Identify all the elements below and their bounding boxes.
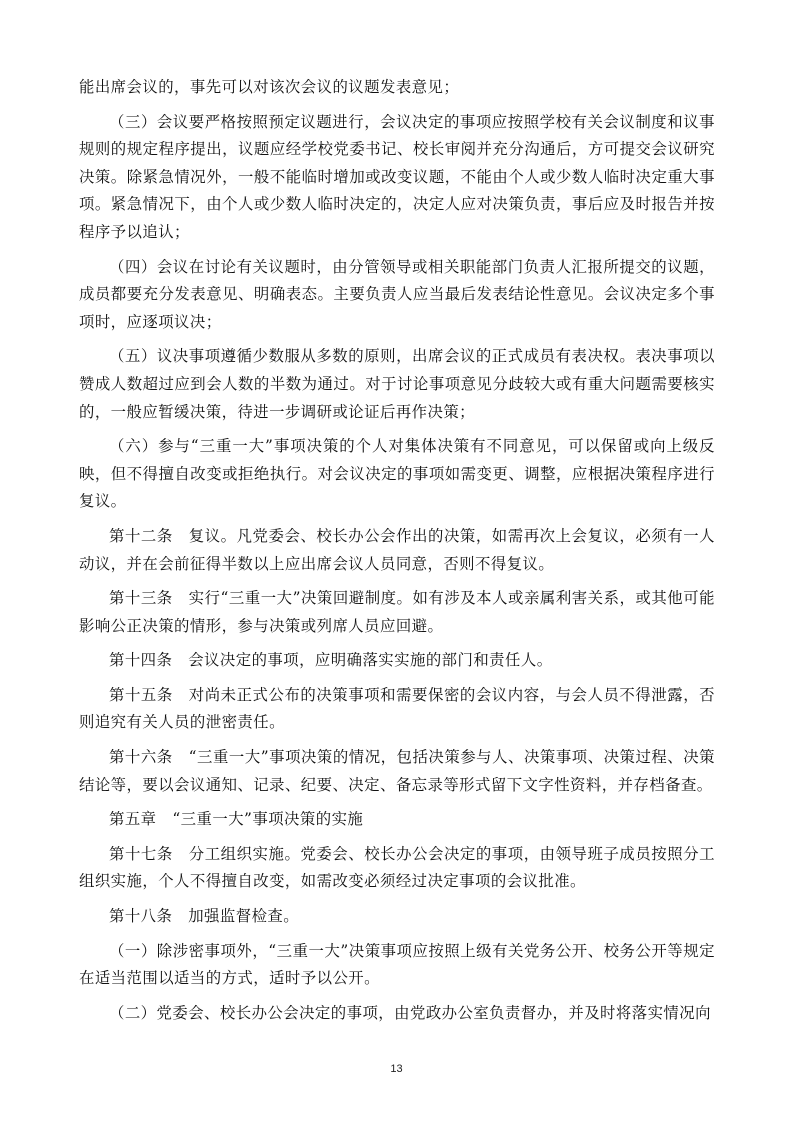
article-12: 第十二条 复议。凡党委会、校长办公会作出的决策，如需再次上会复议，必须有一人动议，并在会前征得半数以上应出席会议人员同意，否则不得复议。 <box>79 526 715 573</box>
article-18: 第十八条 加强监督检查。 <box>109 907 300 926</box>
paragraph-item-6: （六）参与“三重一大”事项决策的个人对集体决策有不同意见，可以保留或向上级反映，但不得擅自改变或拒绝执行。对会议决定的事项如需变更、调整，应根据决策程序进行复议。 <box>79 437 715 511</box>
paragraph-item-5: （五）议决事项遵循少数服从多数的原则，出席会议的正式成员有表决权。表决事项以赞成人数超过应到会人数的半数为通过。对于讨论事项意见分歧较大或有重大问题需要核实的，一般应暂缓决策，待进一步调研或论证后再作决策； <box>79 347 715 421</box>
article-18-item-1: （一）除涉密事项外，“三重一大”决策事项应按照上级有关党务公开、校务公开等规定在适当范围以适当的方式，适时予以公开。 <box>79 941 715 988</box>
paragraph-continuation: 能出席会议的，事先可以对该次会议的议题发表意见； <box>79 78 460 96</box>
paragraph-item-3: （三）会议要严格按照预定议题进行，会议决定的事项应按照学校有关会议制度和议事规则的规定程序提出，议题应经学校党委书记、校长审阅并充分沟通后，方可提交会议研究决策。除紧急情况外，一般不能临时增加或改变议题，不能由个人或少数人临时决定重大事项。紧急情况下，由个人或少数人临时决定的，决定人应对决策负责，事后应及时报告并按程序予以追认； <box>79 112 715 241</box>
article-18-item-2: （二）党委会、校长办公会决定的事项，由党政办公室负责督办，并及时将落实情况向 <box>109 1003 711 1022</box>
page-number: 13 <box>390 1063 403 1075</box>
article-16: 第十六条 “三重一大”事项决策的情况，包括决策参与人、决策事项、决策过程、决策结论等，要以会议通知、记录、纪要、决定、备忘录等形式留下文字性资料，并存档备查。 <box>79 748 715 794</box>
article-13: 第十三条 实行“三重一大”决策回避制度。如有涉及本人或亲属利害关系，或其他可能影响公正决策的情形，参与决策或列席人员应回避。 <box>79 589 715 635</box>
article-17: 第十七条 分工组织实施。党委会、校长办公会决定的事项，由领导班子成员按照分工组织实施，个人不得擅自改变，如需改变必须经过决定事项的会议批准。 <box>79 844 715 891</box>
chapter-5-heading: 第五章 “三重一大”事项决策的实施 <box>109 810 364 829</box>
document-body <box>79 74 715 1034</box>
article-15: 第十五条 对尚未正式公布的决策事项和需要保密的会议内容，与会人员不得泄露，否则追究有关人员的泄密责任。 <box>79 685 715 732</box>
article-14: 第十四条 会议决定的事项，应明确落实实施的部门和责任人。 <box>109 651 553 670</box>
paragraph-item-4: （四）会议在讨论有关议题时，由分管领导或相关职能部门负责人汇报所提交的议题，成员都要充分发表意见、明确表态。主要负责人应当最后发表结论性意见。会议决定多个事项时，应逐项议决； <box>79 257 715 331</box>
